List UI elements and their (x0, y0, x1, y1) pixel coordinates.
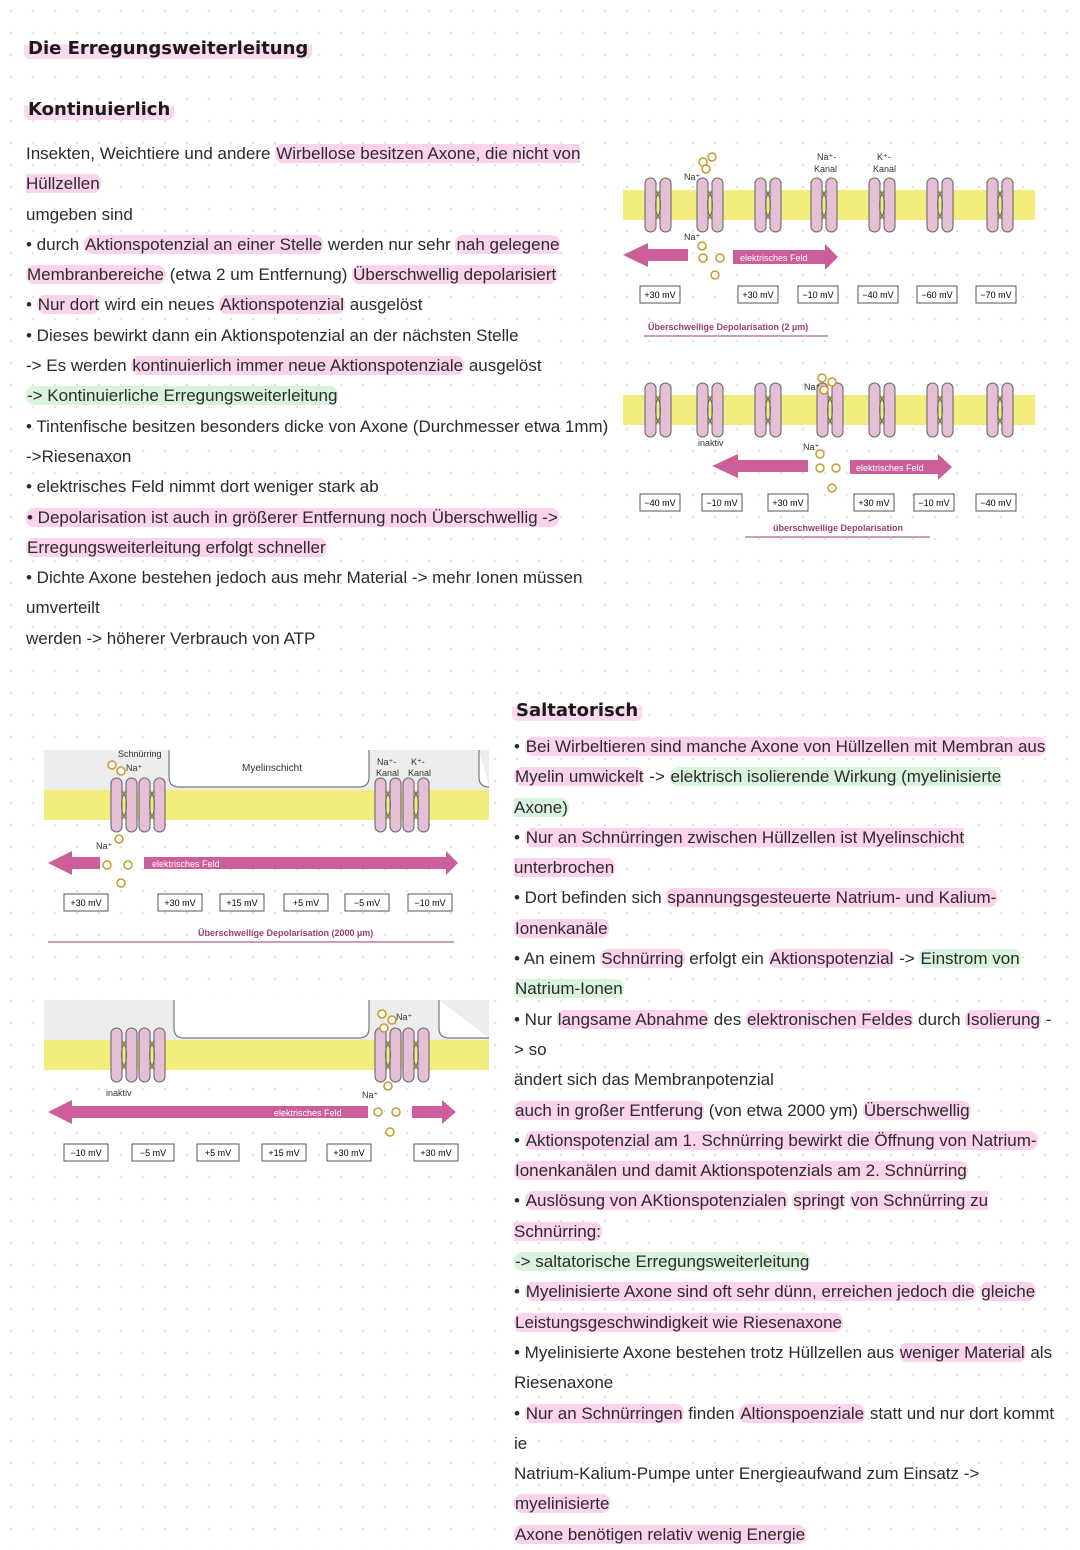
text-segment: • Dieses bewirkt dann ein Aktionspotenzial an der nächsten Stelle (26, 325, 519, 345)
page-title: Die Erregungsweiterleitung (24, 38, 312, 59)
highlighted-text: springt (793, 1191, 845, 1211)
text-segment: • (514, 1403, 525, 1423)
section-heading-kontinuierlich: Kontinuierlich (24, 99, 174, 120)
k-kanal-label: K⁺- (411, 757, 425, 767)
highlighted-text: Nur an Schnürringen zwischen Hüllzellen ist Myelinschicht unterbrochen (514, 827, 965, 878)
text-segment: -> (894, 949, 920, 969)
section-heading-saltatorisch: Saltatorisch (512, 700, 642, 721)
text-segment: • (514, 827, 525, 847)
text-segment: umgeben sind (26, 204, 133, 224)
highlighted-text: Überschwellig (863, 1100, 970, 1120)
k-kanal-label: K⁺- (877, 152, 891, 162)
diagram-saltatory-1 (44, 745, 489, 950)
text-line (514, 1186, 1059, 1247)
text-segment: statt und nur dort kommt ie (514, 1403, 1055, 1453)
text-segment: finden (683, 1403, 740, 1423)
highlighted-text: Membranbereiche (27, 265, 165, 285)
svg-text:+30 mV: +30 mV (772, 498, 804, 508)
text-line (514, 1005, 1059, 1066)
text-segment: des (709, 1009, 746, 1029)
text-line (514, 732, 1059, 762)
field-label: elektrisches Feld (856, 463, 924, 473)
text-segment: (von etwa 2000 ym) (704, 1100, 863, 1120)
highlighted-text: elektronischen Feldes (746, 1009, 913, 1029)
highlighted-text: Überschwellig depolarisiert (353, 265, 557, 285)
voltage-boxes (64, 894, 452, 911)
text-line (514, 1368, 1059, 1398)
text-line (26, 533, 616, 563)
na-kanal-label-2: Kanal (376, 768, 400, 778)
na-label-bottom: Na⁺ (362, 1090, 379, 1100)
highlighted-text: spannungsgesteuerte Natrium- und Kalium- (667, 888, 997, 908)
text-segment: wird ein neues (100, 295, 220, 315)
text-segment: • An einem (514, 949, 601, 969)
highlighted-text: langsame Abnahme (557, 1009, 709, 1029)
highlighted-text: auch in großer Entferung (515, 1100, 704, 1120)
na-kanal-label-2: Kanal (814, 164, 838, 174)
highlighted-text: Myelinisierte Axone sind oft sehr dünn, erreichen jedoch die (525, 1282, 975, 1302)
text-line (514, 762, 1059, 823)
text-segment: • (514, 1282, 525, 1302)
text-line (514, 1308, 1059, 1338)
highlighted-text: Myelin umwickelt (515, 767, 644, 787)
na-kanal-label: Na⁺- (817, 152, 837, 162)
svg-text:+30 mV: +30 mV (742, 290, 774, 300)
highlighted-text: kontinuierlich immer neue Aktionspotenziale (132, 356, 464, 376)
svg-text:−10 mV: −10 mV (918, 498, 950, 508)
na-label-top: Na⁺ (804, 382, 821, 392)
text-segment: Natrium-Kalium-Pumpe unter Energieaufwand zum Einsatz -> (514, 1464, 980, 1484)
text-line (514, 1065, 1059, 1095)
svg-text:+15 mV: +15 mV (226, 898, 258, 908)
svg-text:+15 mV: +15 mV (268, 1148, 300, 1158)
text-segment: (etwa 2 um Entfernung) (165, 265, 353, 285)
svg-text:−70 mV: −70 mV (980, 290, 1012, 300)
text-line (514, 1126, 1059, 1156)
voltage-boxes (640, 286, 1016, 303)
text-line (26, 321, 616, 351)
highlighted-text: Nur dort (37, 295, 100, 315)
svg-text:+30 mV: +30 mV (420, 1148, 452, 1158)
text-segment: Insekten, Weichtiere und andere (26, 144, 276, 163)
highlighted-text: Erregungsweiterleitung erfolgt schneller (27, 537, 326, 557)
text-line (26, 412, 616, 442)
na-label-top: Na⁺ (126, 763, 143, 773)
highlighted-text: Isolierung (966, 1009, 1041, 1029)
highlighted-text: Altionspoenziale (740, 1403, 865, 1423)
text-segment: als (1025, 1342, 1053, 1362)
highlighted-text: Auslösung von AKtionspotenzialen (525, 1191, 787, 1211)
text-segment: -> so (514, 1009, 1052, 1059)
arrow-right (412, 1100, 456, 1124)
svg-text:+30 mV: +30 mV (70, 898, 102, 908)
depolarisation-label: Überschwellige Depolarisation (2000 µm) (198, 928, 374, 938)
field-label: elektrisches Feld (740, 253, 808, 263)
text-segment: werden -> höherer Verbrauch von ATP (26, 628, 316, 648)
text-segment: • (514, 1191, 525, 1211)
text-segment: • (26, 295, 37, 315)
myelin-sheath (174, 1000, 369, 1038)
highlighted-text: Natrium-Ionen (515, 979, 623, 999)
text-line (26, 200, 616, 230)
highlighted-text: weniger Material (899, 1342, 1025, 1362)
text-segment: • Tintenfische besitzen besonders dicke von Axone (Durchmesser etwa 1mm) (26, 416, 609, 436)
highlighted-text: Aktionspotenzial am 1. Schnürring bewirkt die Öffnung von Natrium- (525, 1130, 1037, 1150)
text-segment: • Nur (514, 1009, 557, 1029)
svg-text:−5 mV: −5 mV (139, 1148, 167, 1158)
depolarisation-label: Überschwellige Depolarisation (2 µm) (648, 322, 809, 332)
svg-text:−5 mV: −5 mV (353, 898, 381, 908)
text-line (26, 624, 616, 654)
highlighted-text: gleiche (981, 1282, 1036, 1302)
voltage-boxes (64, 1144, 458, 1161)
highlighted-text: -> saltatorische Erregungsweiterleitung (515, 1252, 810, 1272)
text-segment: werden nur sehr (323, 234, 456, 254)
text-line (514, 883, 1059, 913)
highlighted-text: elektrisch isolierende Wirkung (myelinisierte Axone) (514, 767, 1002, 817)
svg-text:−10 mV: −10 mV (414, 898, 446, 908)
text-segment: • (514, 737, 525, 756)
na-label-bottom: Na⁺ (96, 841, 113, 851)
highlighted-text: Schnürring (601, 949, 684, 969)
diagram-continuous-1 (620, 140, 1050, 350)
highlighted-text: Leistungsgeschwindigkeit wie Riesenaxone (515, 1312, 842, 1332)
svg-text:+30 mV: +30 mV (164, 898, 196, 908)
text-line (26, 230, 616, 260)
svg-text:+30 mV: +30 mV (644, 290, 676, 300)
highlighted-text: nah gelegene (456, 234, 560, 254)
text-segment: • Dichte Axone bestehen jedoch aus mehr Material -> mehr Ionen müssen umverteilt (26, 568, 583, 618)
text-line (26, 442, 616, 472)
voltage-boxes (640, 494, 1016, 511)
svg-text:+30 mV: +30 mV (333, 1148, 365, 1158)
text-line (26, 472, 616, 502)
svg-text:−10 mV: −10 mV (70, 1148, 102, 1158)
text-line (26, 290, 616, 320)
text-segment: • durch (26, 234, 84, 254)
svg-text:−60 mV: −60 mV (921, 290, 953, 300)
text-line (514, 1096, 1059, 1126)
text-segment: erfolgt ein (684, 949, 769, 969)
schnuerring-label: Schnürring (118, 749, 162, 759)
na-kanal-label: Na⁺- (377, 757, 397, 767)
highlighted-text: Axone benötigen relativ wenig Energie (515, 1524, 806, 1544)
na-label-bottom: Na⁺ (803, 442, 820, 452)
text-line (514, 1399, 1059, 1460)
text-segment: • (514, 1130, 525, 1150)
kontinuierlich-text (26, 139, 616, 654)
highlighted-text: Aktionspotenzial (769, 949, 894, 969)
text-line (514, 1459, 1059, 1520)
text-line (514, 1156, 1059, 1186)
text-line (26, 503, 616, 533)
saltatorisch-text (514, 732, 1059, 1550)
text-segment: • Myelinisierte Axone bestehen trotz Hüllzellen aus (514, 1342, 899, 1362)
svg-text:+30 mV: +30 mV (858, 498, 890, 508)
arrow-left (623, 243, 688, 267)
k-kanal-label-2: Kanal (873, 164, 897, 174)
text-segment: durch (913, 1009, 966, 1029)
depolarisation-label: überschwellige Depolarisation (773, 523, 904, 533)
text-segment: -> (644, 767, 670, 787)
inaktiv-label: inaktiv (698, 438, 724, 448)
text-segment: ausgelöst (464, 356, 542, 376)
text-line (514, 914, 1059, 944)
na-label-top: Na⁺ (396, 1012, 413, 1022)
text-segment: Riesenaxone (514, 1373, 614, 1393)
text-segment: ausgelöst (345, 295, 423, 315)
myelin-label: Myelinschicht (242, 763, 303, 774)
text-segment: -> Es werden (26, 356, 132, 376)
text-line (26, 381, 616, 411)
svg-text:+5 mV: +5 mV (204, 1148, 232, 1158)
diagram-saltatory-2 (44, 1000, 489, 1170)
text-segment: • Dort befinden sich (514, 888, 667, 908)
svg-text:+5 mV: +5 mV (292, 898, 320, 908)
highlighted-text: • Depolarisation ist auch in größerer Entfernung noch Überschwellig -> (27, 507, 558, 527)
svg-text:−40 mV: −40 mV (862, 290, 894, 300)
na-label-bottom: Na⁺ (684, 232, 701, 242)
highlighted-text: -> Kontinuierliche Erregungsweiterleitung (27, 386, 338, 406)
text-line (514, 1520, 1059, 1550)
highlighted-text: Wirbellose besitzen Axone, die nicht von Hüllzellen (26, 144, 581, 194)
highlighted-text: Ionenkanälen und damit Aktionspotenzials am 2. Schnürring (515, 1161, 967, 1181)
highlighted-text: Ionenkanäle (515, 918, 608, 938)
diagram-continuous-2 (620, 370, 1050, 545)
text-line (514, 1338, 1059, 1368)
highlighted-text: myelinisierte (515, 1494, 610, 1514)
arrow-left (48, 851, 100, 875)
text-line (514, 823, 1059, 884)
highlighted-text: Einstrom von (920, 949, 1020, 969)
text-line (514, 1247, 1059, 1277)
field-label: elektrisches Feld (274, 1108, 342, 1118)
svg-text:−40 mV: −40 mV (644, 498, 676, 508)
text-line (514, 1277, 1059, 1307)
text-line (514, 944, 1059, 974)
highlighted-text: Aktionspotenzial an einer Stelle (84, 234, 323, 254)
svg-text:−40 mV: −40 mV (980, 498, 1012, 508)
k-kanal-label-2: Kanal (408, 768, 432, 778)
text-line (514, 974, 1059, 1004)
svg-text:−10 mV: −10 mV (706, 498, 738, 508)
highlighted-text: Aktionspotenzial (220, 295, 344, 315)
highlighted-text: von Schnürring zu Schnürring: (514, 1191, 989, 1241)
field-label: elektrisches Feld (152, 859, 220, 869)
text-line (26, 563, 616, 624)
arrow-left (712, 454, 808, 478)
text-line (26, 351, 616, 381)
text-line (26, 260, 616, 290)
svg-text:−10 mV: −10 mV (802, 290, 834, 300)
text-segment: ->Riesenaxon (26, 446, 132, 466)
highlighted-text: Nur an Schnürringen (525, 1403, 683, 1423)
highlighted-text: Bei Wirbeltieren sind manche Axone von Hüllzellen mit Membran aus (525, 737, 1046, 756)
text-line (26, 139, 616, 200)
text-segment: • elektrisches Feld nimmt dort weniger stark ab (26, 477, 379, 497)
inaktiv-label: inaktiv (106, 1088, 132, 1098)
na-label-top: Na⁺ (684, 172, 701, 182)
text-segment: ändert sich das Membranpotenzial (514, 1070, 774, 1090)
